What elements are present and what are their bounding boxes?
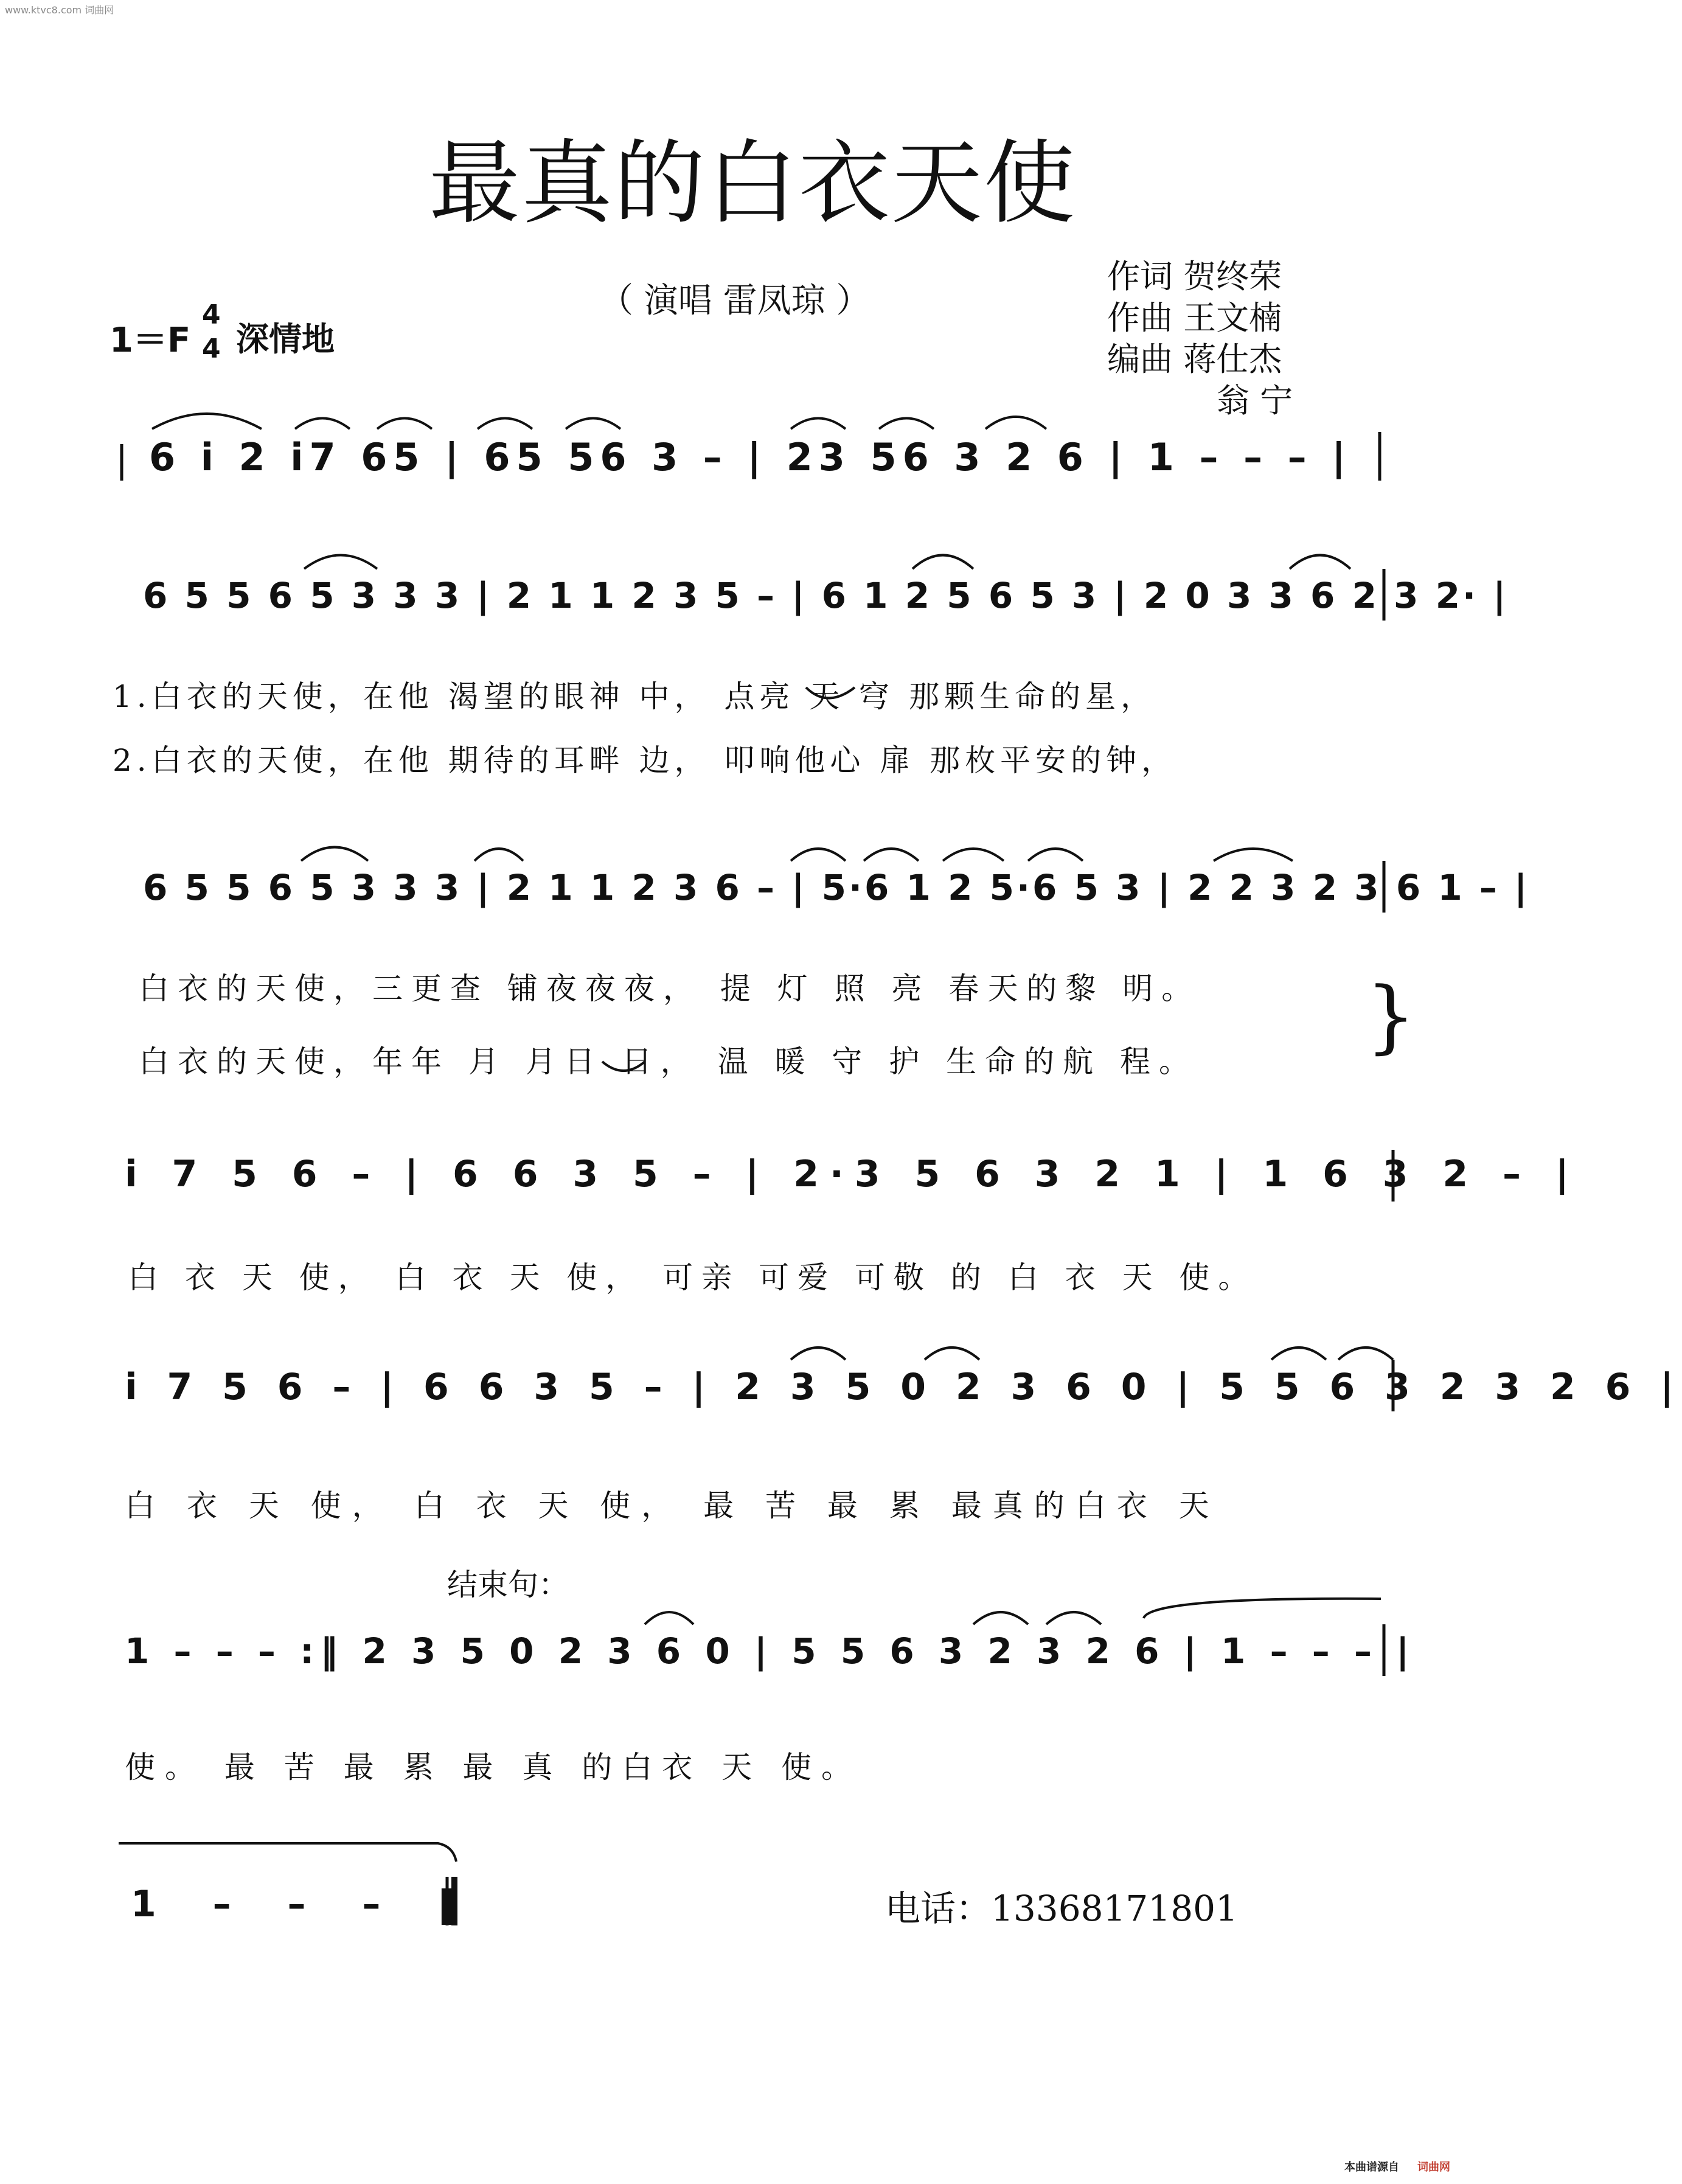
time-signature-bottom: 4 — [202, 333, 221, 364]
slur-row2-1 — [301, 847, 368, 861]
lyric-tie-1 — [806, 687, 855, 698]
slur-row4-1 — [791, 1348, 846, 1360]
slur-row2-4 — [864, 849, 919, 861]
row5-notes: 1 – – – :‖ 2 3 5 0 2 3 6 0 | 5 5 6 3 2 3 2 6 | 1 – – – | — [125, 1630, 1416, 1672]
row1-lyric-verse2: 2.白衣的天使，在他 期待的耳畔 边， 叩响他心 扉 那枚平安的钟， — [113, 743, 1177, 778]
watermark-top: www.ktvc8.com 词曲网 — [5, 4, 114, 16]
row5-lyric: 使。 最 苦 最 累 最 真 的白衣 天 使。 — [125, 1750, 862, 1785]
row4-notes: i 7 5 6 – | 6 6 3 5 – | 2 3 5 0 2 3 6 0 | 5 5 6 3 2 3 2 6 | — [125, 1366, 1682, 1408]
watermark-bottom-1: 本曲谱源自 — [1344, 2161, 1399, 2174]
slur-row2-7 — [1214, 849, 1293, 861]
credit-arranger: 编曲 蒋仕杰 — [1107, 340, 1282, 378]
singer-line: （ 演唱 雷凤琼 ） — [599, 281, 871, 321]
row3-lyric: 白 衣 天 使， 白 衣 天 使， 可亲 可爱 可敬 的 白 衣 天 使。 — [128, 1260, 1257, 1295]
credit-composer: 作曲 王文楠 — [1107, 299, 1282, 337]
row6-notes: 1 – – – ‖ — [131, 1883, 478, 1925]
page-title: 最真的白衣天使 — [429, 131, 1077, 237]
tie-row5-end — [1144, 1599, 1381, 1618]
lyric-tie-2 — [602, 1062, 645, 1071]
slur-intro-7 — [879, 419, 934, 429]
row2-lyric-verse1: 白衣的天使，三更查 铺夜夜夜， 提 灯 照 亮 春天的黎 明。 — [139, 971, 1201, 1006]
slur-row5-2 — [973, 1612, 1028, 1624]
tie-row6-start — [119, 1843, 456, 1862]
row1-lyric-verse1: 1.白衣的天使，在他 渴望的眼神 中， 点亮 天 穹 那颗生命的星， — [113, 679, 1156, 714]
row2-lyric-verse2: 白衣的天使，年年 月 月日 日， 温 暖 守 护 生命的航 程。 — [139, 1044, 1198, 1079]
slur-row1-3 — [1290, 555, 1350, 569]
slur-row5-1 — [645, 1612, 693, 1624]
slur-intro-4 — [478, 419, 532, 429]
slur-intro-8 — [985, 417, 1046, 429]
watermark-bottom-2: 词曲网 — [1417, 2161, 1450, 2174]
slur-row4-4 — [1338, 1348, 1393, 1360]
slur-intro-2 — [295, 419, 350, 429]
tempo-marking: 深情地 — [236, 319, 335, 358]
row1-notes: 6 5 5 6 5 3 3 3 | 2 1 1 2 3 5 – | 6 1 2 5 6 5 3 | 2 0 3 3 6 2 3 2· | — [143, 575, 1509, 616]
credit-arranger-2: 翁 宁 — [1217, 381, 1293, 420]
slur-row2-6 — [1028, 849, 1083, 861]
slur-intro-3 — [377, 419, 432, 429]
slur-row4-3 — [1271, 1348, 1326, 1360]
phone-number: 电话：13368171801 — [885, 1888, 1238, 1929]
repeat-brace: } — [1366, 970, 1416, 1062]
slur-row4-2 — [925, 1348, 979, 1360]
key-signature: 1＝F — [109, 321, 191, 360]
slur-intro-1 — [152, 414, 262, 429]
intro-notes: 6 i 2 i7 65 | 65 56 3 – | 23 56 3 2 6 | 1 – – – | — [149, 435, 1352, 479]
time-signature-top: 4 — [202, 299, 221, 330]
row4-lyric: 白 衣 天 使， 白 衣 天 使， 最 苦 最 累 最真的白衣 天 — [125, 1488, 1220, 1523]
slur-row2-2 — [474, 849, 523, 861]
credit-lyricist: 作词 贺终荣 — [1107, 257, 1282, 296]
ending-label: 结束句： — [447, 1567, 569, 1602]
slur-row1-1 — [304, 555, 377, 569]
slur-intro-6 — [791, 419, 846, 429]
slur-row2-5 — [943, 849, 1004, 861]
row2-notes: 6 5 5 6 5 3 3 3 | 2 1 1 2 3 6 – | 5·6 1 2 5·6 5 3 | 2 2 3 2 3 6 1 – | — [143, 867, 1530, 908]
slur-row2-3 — [791, 849, 846, 861]
slur-intro-5 — [566, 419, 620, 429]
slur-row5-3 — [1046, 1612, 1101, 1624]
slur-row1-2 — [912, 555, 973, 569]
row3-notes: i 7 5 6 – | 6 6 3 5 – | 2·3 5 6 3 2 1 | 1 6 3 2 – | — [125, 1153, 1580, 1195]
